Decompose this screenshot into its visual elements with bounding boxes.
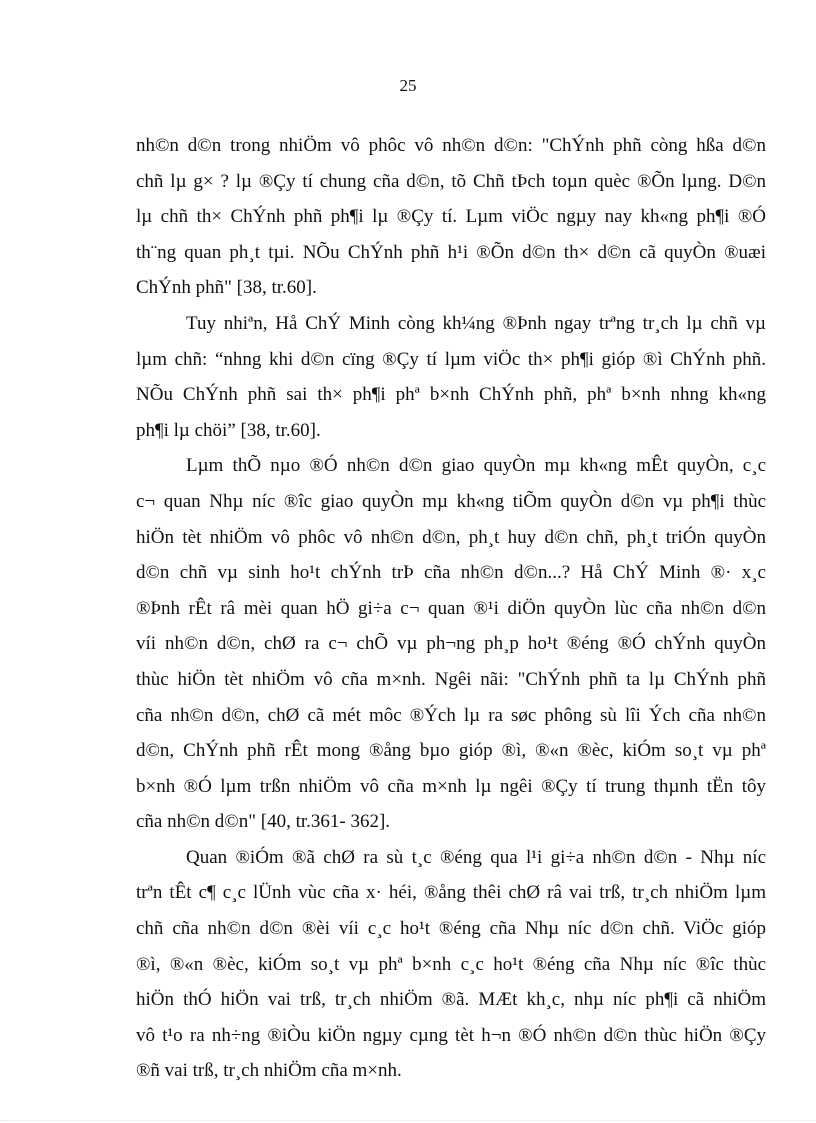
text-line: th¨ng quan ph¸t tµi. NÕu ChÝnh phñ h¹i ®Õn d©n th× d©n cã quyÒn ®uæi bbox=[136, 241, 766, 263]
text-line: ®ñ vai trß, tr¸ch nhiÖm cña m×nh. bbox=[136, 1060, 402, 1082]
text-line: lµ chñ th× ChÝnh phñ ph¶i lµ ®Çy tí. Lµm viÖc ngµy nay kh«ng ph¶i ®Ó bbox=[136, 206, 766, 228]
text-line: d©n chñ vµ sinh ho¹t chÝnh trÞ cña nh©n d©n...? Hå ChÝ Minh ®· x¸c bbox=[136, 562, 766, 584]
text-line: Lµm thÕ nµo ®Ó nh©n d©n giao quyÒn mµ kh«ng mÊt quyÒn, c¸c bbox=[186, 455, 766, 477]
text-line: trªn tÊt c¶ c¸c lÜnh vùc cña x· héi, ®ång thêi chØ râ vai trß, tr¸ch nhiÖm lµm bbox=[136, 882, 766, 904]
page-number: 25 bbox=[399, 76, 417, 95]
text-line: nh©n d©n trong nhiÖm vô phôc vô nh©n d©n: "ChÝnh phñ còng hßa d©n bbox=[136, 135, 766, 156]
text-line: ph¶i lµ chöi” [38, tr.60]. bbox=[136, 419, 321, 441]
text-line: d©n, ChÝnh phñ rÊt mong ®ång bµo gióp ®ì, ®«n ®èc, kiÓm so¸t vµ phª bbox=[136, 740, 766, 762]
page-bottom-divider bbox=[0, 1120, 816, 1121]
text-line: ®ì, ®«n ®èc, kiÓm so¸t vµ phª b×nh c¸c ho¹t ®éng cña Nhµ níc ®îc thùc bbox=[136, 953, 766, 975]
text-line: vô t¹o ra nh÷ng ®iÒu kiÖn ngµy cµng tèt h¬n ®Ó nh©n d©n thùc hiÖn ®Çy bbox=[136, 1024, 766, 1046]
text-line: chñ cña nh©n d©n ®èi víi c¸c ho¹t ®éng cña Nhµ níc d©n chñ. ViÖc gióp bbox=[136, 918, 766, 940]
text-line: víi nh©n d©n, chØ ra c¬ chÕ vµ ph¬ng ph¸p ho¹t ®éng ®Ó chÝnh quyÒn bbox=[136, 633, 766, 655]
text-line: Tuy nhiªn, Hå ChÝ Minh còng kh¼ng ®Þnh ngay trªng tr¸ch lµ chñ vµ bbox=[186, 312, 766, 334]
text-line: cña nh©n d©n, chØ cã mét môc ®Ých lµ ra søc phông sù lîi Ých cña nh©n bbox=[136, 704, 766, 726]
body-text bbox=[136, 128, 766, 1089]
text-line: lµm chñ: “nhng khi d©n cïng ®Çy tí lµm viÖc th× ph¶i gióp ®ì ChÝnh phñ. bbox=[136, 348, 766, 370]
text-line: chñ lµ g× ? lµ ®Çy tí chung cña d©n, tõ Chñ tÞch toµn quèc ®Õn lµng. D©n bbox=[136, 170, 766, 192]
text-line: Quan ®iÓm ®ã chØ ra sù t¸c ®éng qua l¹i gi÷a nh©n d©n - Nhµ níc bbox=[186, 846, 766, 868]
text-line: ChÝnh phñ" [38, tr.60]. bbox=[136, 277, 317, 299]
text-line: NÕu ChÝnh phñ sai th× ph¶i phª b×nh ChÝnh phñ, phª b×nh nhng kh«ng bbox=[136, 384, 766, 406]
text-line: hiÖn thÓ hiÖn vai trß, tr¸ch nhiÖm ®ã. MÆt kh¸c, nhµ níc ph¶i cã nhiÖm bbox=[136, 989, 766, 1011]
text-line: ®Þnh rÊt râ mèi quan hÖ gi÷a c¬ quan ®¹i diÖn quyÒn lùc cña nh©n d©n bbox=[136, 597, 766, 619]
text-line: b×nh ®Ó lµm trßn nhiÖm vô cña m×nh lµ ngêi ®Çy tí trung thµnh tËn tôy bbox=[136, 775, 766, 797]
text-line: cña nh©n d©n" [40, tr.361- 362]. bbox=[136, 811, 391, 833]
text-line: hiÖn tèt nhiÖm vô phôc vô nh©n d©n, ph¸t huy d©n chñ, ph¸t triÓn quyÒn bbox=[136, 526, 766, 548]
text-line: c¬ quan Nhµ níc ®îc giao quyÒn mµ kh«ng tiÕm quyÒn d©n vµ ph¶i thùc bbox=[136, 490, 766, 512]
text-line: thùc hiÖn tèt nhiÖm vô cña m×nh. Ngêi nãi: "ChÝnh phñ ta lµ ChÝnh phñ bbox=[136, 668, 766, 690]
